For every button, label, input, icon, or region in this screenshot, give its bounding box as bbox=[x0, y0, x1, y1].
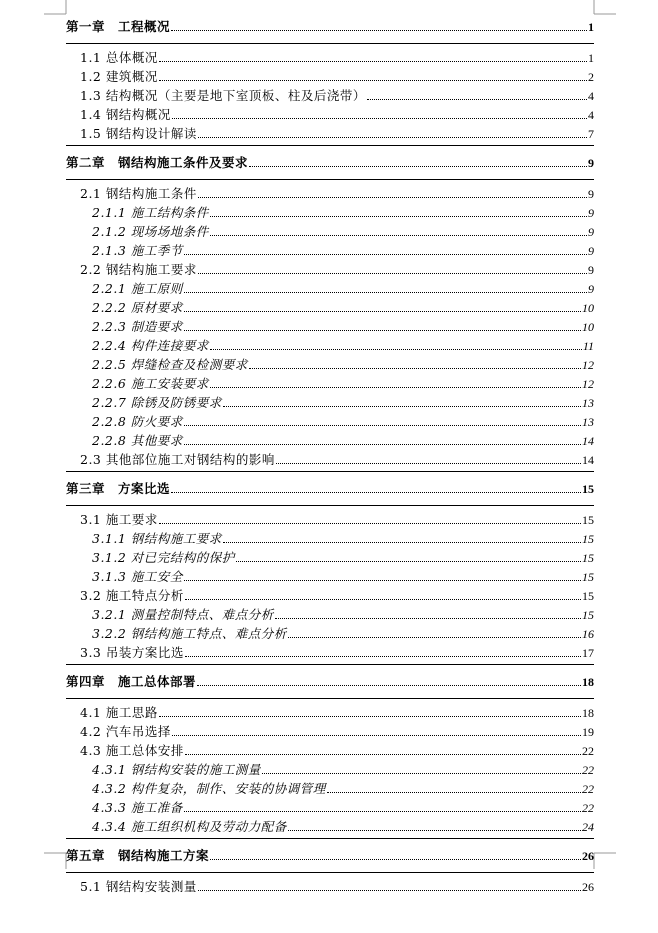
toc-entry-page-number: 26 bbox=[582, 849, 594, 863]
toc-section-entry[interactable] bbox=[66, 877, 594, 896]
toc-entry-title: 3.1 施工要求 bbox=[80, 511, 158, 527]
toc-section-entry[interactable] bbox=[66, 124, 594, 143]
dot-leader bbox=[275, 617, 581, 619]
toc-entry-page-number: 7 bbox=[588, 126, 594, 141]
dot-leader bbox=[184, 291, 587, 293]
toc-entry-title: 第四章 施工总体部署 bbox=[66, 674, 197, 689]
toc-entry-page-number: 1 bbox=[588, 50, 594, 65]
dot-leader bbox=[210, 386, 581, 388]
toc-entry-title: 5.1 钢结构安装测量 bbox=[80, 878, 197, 894]
toc-section-entry[interactable] bbox=[66, 586, 594, 605]
crop-mark-top-left bbox=[44, 0, 68, 16]
toc-entry-title: 4.2 汽车吊选择 bbox=[80, 723, 171, 739]
toc-subsection-entry[interactable] bbox=[66, 567, 594, 586]
dot-leader bbox=[288, 829, 581, 831]
dot-leader bbox=[262, 772, 581, 774]
toc-entry-page-number: 16 bbox=[582, 626, 594, 641]
chapter-separator bbox=[66, 471, 594, 472]
dot-leader bbox=[223, 541, 581, 543]
toc-entry-page-number: 9 bbox=[588, 186, 594, 201]
toc-entry-title: 1.2 建筑概况 bbox=[80, 68, 158, 84]
toc-subsection-entry[interactable] bbox=[66, 279, 594, 298]
toc-entry-title: 3.1.1 钢结构施工要求 bbox=[92, 530, 222, 546]
dot-leader bbox=[210, 348, 582, 350]
dot-leader bbox=[367, 98, 587, 100]
dot-leader bbox=[159, 79, 587, 81]
toc-entry-page-number: 17 bbox=[582, 645, 594, 660]
dot-leader bbox=[249, 165, 587, 167]
chapter-underline bbox=[66, 43, 594, 44]
toc-entry-page-number: 9 bbox=[588, 224, 594, 239]
toc-section-entry[interactable] bbox=[66, 105, 594, 124]
toc-entry-title: 2.2.8 防火要求 bbox=[92, 413, 183, 429]
toc-subsection-entry[interactable] bbox=[66, 798, 594, 817]
toc-entry-page-number: 18 bbox=[582, 675, 594, 689]
dot-leader bbox=[198, 196, 587, 198]
toc-entry-page-number: 9 bbox=[588, 243, 594, 258]
dot-leader bbox=[184, 579, 581, 581]
toc-entry-title: 第二章 钢结构施工条件及要求 bbox=[66, 155, 249, 170]
toc-entry-title: 2.3 其他部位施工对钢结构的影响 bbox=[80, 451, 275, 467]
toc-entry-title: 3.3 吊装方案比选 bbox=[80, 644, 184, 660]
crop-mark-top-right bbox=[593, 0, 617, 16]
chapter-underline bbox=[66, 505, 594, 506]
toc-subsection-entry[interactable] bbox=[66, 760, 594, 779]
chapter-separator bbox=[66, 838, 594, 839]
dot-leader bbox=[184, 310, 581, 312]
toc-entry-page-number: 26 bbox=[582, 879, 594, 894]
dot-leader bbox=[159, 715, 581, 717]
dot-leader bbox=[249, 367, 581, 369]
toc-entry-page-number: 15 bbox=[582, 607, 594, 622]
toc-entry-title: 第五章 钢结构施工方案 bbox=[66, 848, 210, 863]
toc-entry-title: 4.1 施工思路 bbox=[80, 704, 158, 720]
toc-entry-title: 3.1.2 对已完结构的保护 bbox=[92, 549, 235, 565]
toc-subsection-entry[interactable] bbox=[66, 412, 594, 431]
toc-section-entry[interactable] bbox=[66, 741, 594, 760]
toc-entry-title: 3.2.1 测量控制特点、难点分析 bbox=[92, 606, 274, 622]
chapter-separator bbox=[66, 145, 594, 146]
toc-entry-page-number: 15 bbox=[582, 550, 594, 565]
dot-leader bbox=[185, 655, 581, 657]
toc-subsection-entry[interactable] bbox=[66, 779, 594, 798]
chapter-underline bbox=[66, 872, 594, 873]
toc-entry-page-number: 14 bbox=[582, 433, 594, 448]
toc-entry-title: 2.2.5 焊缝检查及检测要求 bbox=[92, 356, 248, 372]
toc-entry-page-number: 9 bbox=[588, 281, 594, 296]
toc-entry-title: 4.3.3 施工准备 bbox=[92, 799, 183, 815]
toc-section-entry[interactable] bbox=[66, 67, 594, 86]
dot-leader bbox=[159, 522, 581, 524]
dot-leader bbox=[210, 858, 581, 860]
toc-entry-title: 1.1 总体概况 bbox=[80, 49, 158, 65]
dot-leader bbox=[197, 684, 581, 686]
dot-leader bbox=[198, 272, 587, 274]
toc-entry-page-number: 10 bbox=[582, 319, 594, 334]
toc-subsection-entry[interactable] bbox=[66, 817, 594, 836]
dot-leader bbox=[172, 117, 587, 119]
toc-entry-title: 2.1 钢结构施工条件 bbox=[80, 185, 197, 201]
toc-entry-page-number: 13 bbox=[582, 414, 594, 429]
chapter-separator bbox=[66, 664, 594, 665]
toc-entry-title: 2.2.1 施工原则 bbox=[92, 280, 183, 296]
toc-section-entry[interactable] bbox=[66, 643, 594, 662]
toc-entry-title: 2.2.8 其他要求 bbox=[92, 432, 183, 448]
dot-leader bbox=[184, 443, 581, 445]
toc-chapter-entry[interactable] bbox=[66, 843, 594, 869]
toc-subsection-entry[interactable] bbox=[66, 355, 594, 374]
toc-section-entry[interactable] bbox=[66, 510, 594, 529]
toc-entry-page-number: 24 bbox=[582, 819, 594, 834]
dot-leader bbox=[288, 636, 581, 638]
toc-subsection-entry[interactable] bbox=[66, 624, 594, 643]
toc-entry-title: 1.4 钢结构概况 bbox=[80, 106, 171, 122]
toc-subsection-entry[interactable] bbox=[66, 317, 594, 336]
toc-chapter-entry[interactable] bbox=[66, 476, 594, 502]
toc-subsection-entry[interactable] bbox=[66, 431, 594, 450]
toc-entry-title: 2.1.1 施工结构条件 bbox=[92, 204, 209, 220]
toc-entry-title: 1.3 结构概况（主要是地下室顶板、柱及后浇带） bbox=[80, 87, 366, 103]
dot-leader bbox=[171, 29, 587, 31]
toc-entry-title: 2.1.2 现场场地条件 bbox=[92, 223, 209, 239]
toc-subsection-entry[interactable] bbox=[66, 529, 594, 548]
toc-subsection-entry[interactable] bbox=[66, 374, 594, 393]
toc-entry-title: 2.1.3 施工季节 bbox=[92, 242, 183, 258]
toc-entry-title: 1.5 钢结构设计解读 bbox=[80, 125, 197, 141]
toc-entry-page-number: 11 bbox=[582, 338, 594, 353]
toc-entry-page-number: 22 bbox=[582, 800, 594, 815]
toc-entry-page-number: 15 bbox=[582, 531, 594, 546]
crop-mark-bottom-left bbox=[44, 852, 68, 870]
toc-entry-title: 2.2.3 制造要求 bbox=[92, 318, 183, 334]
toc-entry-page-number: 15 bbox=[582, 569, 594, 584]
dot-leader bbox=[171, 491, 581, 493]
toc-entry-page-number: 12 bbox=[582, 376, 594, 391]
toc-section-entry[interactable] bbox=[66, 48, 594, 67]
toc-section-entry[interactable] bbox=[66, 450, 594, 469]
toc-entry-page-number: 1 bbox=[588, 20, 594, 34]
crop-mark-bottom-right bbox=[593, 852, 617, 870]
toc-entry-page-number: 22 bbox=[582, 743, 594, 758]
toc-entry-title: 4.3.4 施工组织机构及劳动力配备 bbox=[92, 818, 287, 834]
toc-entry-title: 2.2.4 构件连接要求 bbox=[92, 337, 209, 353]
toc-entry-title: 4.3.1 钢结构安装的施工测量 bbox=[92, 761, 261, 777]
toc-entry-title: 2.2 钢结构施工要求 bbox=[80, 261, 197, 277]
chapter-underline bbox=[66, 179, 594, 180]
toc-section-entry[interactable] bbox=[66, 722, 594, 741]
toc-entry-page-number: 4 bbox=[588, 88, 594, 103]
toc-chapter-entry[interactable] bbox=[66, 150, 594, 176]
toc-entry-page-number: 13 bbox=[582, 395, 594, 410]
dot-leader bbox=[185, 598, 581, 600]
toc-entry-page-number: 19 bbox=[582, 724, 594, 739]
dot-leader bbox=[184, 329, 581, 331]
dot-leader bbox=[223, 405, 581, 407]
dot-leader bbox=[185, 753, 581, 755]
toc-entry-page-number: 14 bbox=[582, 452, 594, 467]
toc-entry-page-number: 15 bbox=[582, 588, 594, 603]
chapter-underline bbox=[66, 698, 594, 699]
toc-subsection-entry[interactable] bbox=[66, 336, 594, 355]
toc-section-entry[interactable] bbox=[66, 86, 594, 105]
toc-entry-page-number: 15 bbox=[582, 512, 594, 527]
table-of-contents bbox=[66, 14, 594, 896]
toc-subsection-entry[interactable] bbox=[66, 241, 594, 260]
toc-entry-page-number: 15 bbox=[582, 482, 594, 496]
toc-subsection-entry[interactable] bbox=[66, 222, 594, 241]
dot-leader bbox=[236, 560, 581, 562]
toc-entry-page-number: 9 bbox=[588, 156, 594, 170]
toc-entry-title: 2.2.6 施工安装要求 bbox=[92, 375, 209, 391]
dot-leader bbox=[276, 462, 581, 464]
toc-subsection-entry[interactable] bbox=[66, 203, 594, 222]
toc-entry-title: 第一章 工程概况 bbox=[66, 19, 171, 34]
dot-leader bbox=[210, 234, 587, 236]
toc-entry-title: 第三章 方案比选 bbox=[66, 481, 171, 496]
toc-entry-title: 2.2.7 除锈及防锈要求 bbox=[92, 394, 222, 410]
toc-entry-page-number: 4 bbox=[588, 107, 594, 122]
toc-subsection-entry[interactable] bbox=[66, 605, 594, 624]
toc-entry-title: 4.3.2 构件复杂，制作、安装的协调管理 bbox=[92, 780, 326, 796]
toc-entry-title: 3.2.2 钢结构施工特点、难点分析 bbox=[92, 625, 287, 641]
dot-leader bbox=[172, 734, 581, 736]
dot-leader bbox=[184, 810, 581, 812]
dot-leader bbox=[327, 791, 581, 793]
toc-subsection-entry[interactable] bbox=[66, 393, 594, 412]
toc-entry-page-number: 22 bbox=[582, 762, 594, 777]
dot-leader bbox=[184, 424, 581, 426]
toc-entry-title: 2.2.2 原材要求 bbox=[92, 299, 183, 315]
dot-leader bbox=[159, 60, 587, 62]
toc-entry-page-number: 12 bbox=[582, 357, 594, 372]
toc-entry-page-number: 9 bbox=[588, 205, 594, 220]
toc-entry-page-number: 22 bbox=[582, 781, 594, 796]
toc-entry-page-number: 9 bbox=[588, 262, 594, 277]
toc-entry-page-number: 2 bbox=[588, 69, 594, 84]
dot-leader bbox=[198, 889, 581, 891]
toc-entry-title: 4.3 施工总体安排 bbox=[80, 742, 184, 758]
toc-subsection-entry[interactable] bbox=[66, 298, 594, 317]
toc-section-entry[interactable] bbox=[66, 260, 594, 279]
toc-entry-page-number: 10 bbox=[582, 300, 594, 315]
toc-section-entry[interactable] bbox=[66, 184, 594, 203]
dot-leader bbox=[210, 215, 587, 217]
dot-leader bbox=[198, 136, 587, 138]
toc-section-entry[interactable] bbox=[66, 703, 594, 722]
toc-entry-page-number: 18 bbox=[582, 705, 594, 720]
toc-subsection-entry[interactable] bbox=[66, 548, 594, 567]
toc-chapter-entry[interactable] bbox=[66, 669, 594, 695]
toc-entry-title: 3.2 施工特点分析 bbox=[80, 587, 184, 603]
toc-entry-title: 3.1.3 施工安全 bbox=[92, 568, 183, 584]
dot-leader bbox=[184, 253, 587, 255]
toc-chapter-entry[interactable] bbox=[66, 14, 594, 40]
